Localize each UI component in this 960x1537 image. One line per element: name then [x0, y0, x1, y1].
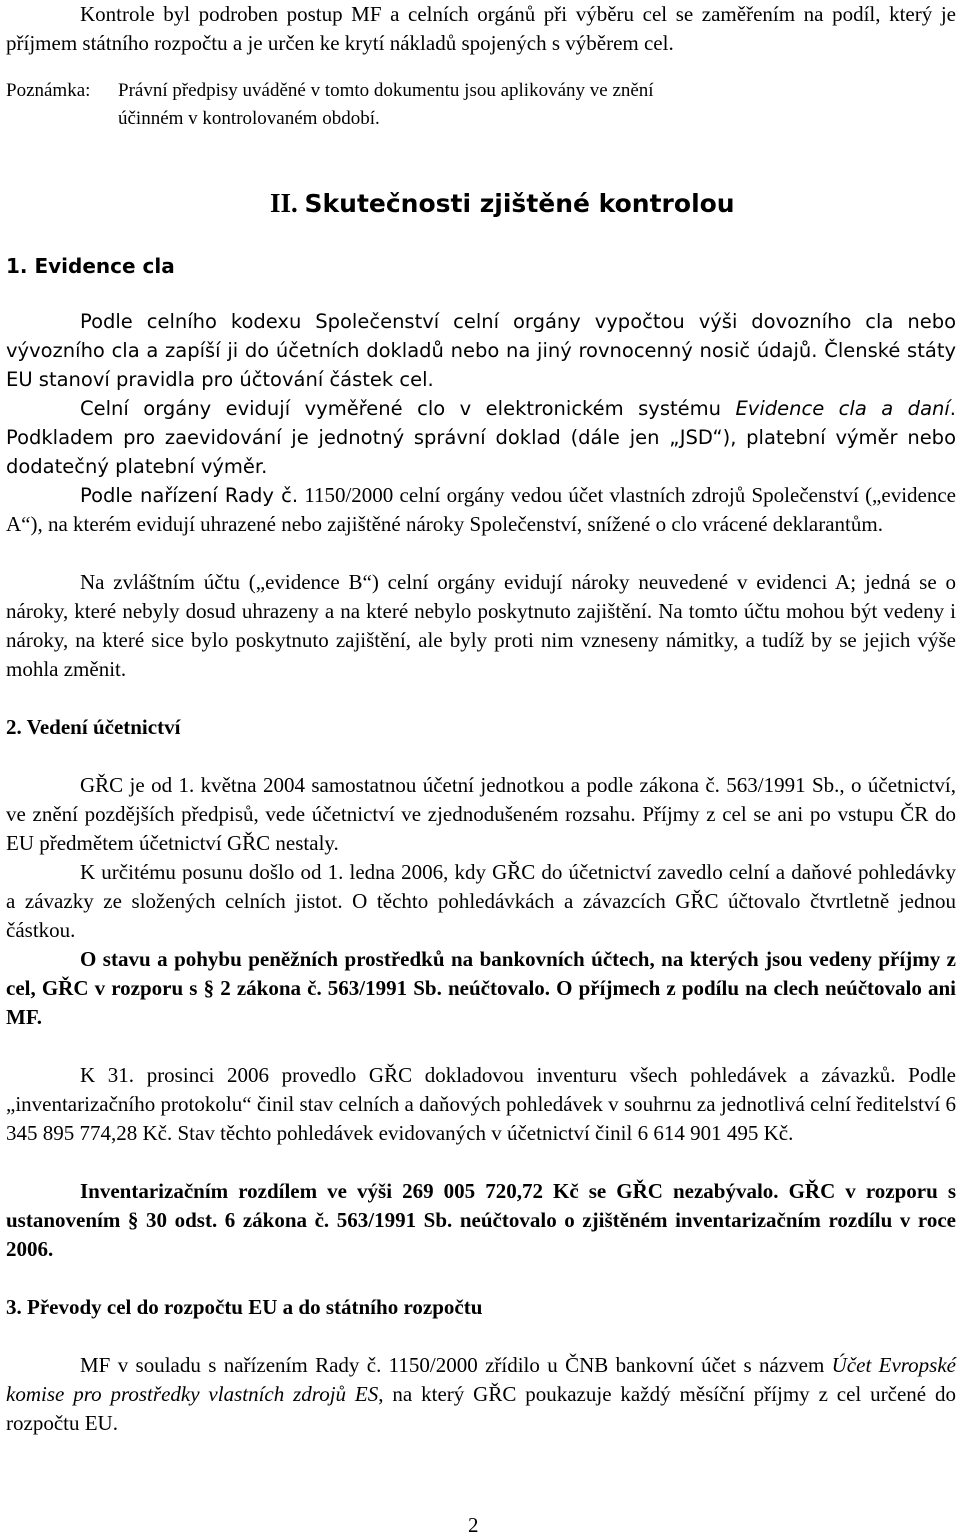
evidence-paragraph-1: Podle celního kodexu Společenství celní orgány vypočtou výši dovozního cla nebo vývozního cla a zapíší ji do účetních dokladů nebo na jiný rovnocenný nosič údajů. Členské státy EU stanoví pravidla pro účtování částek cel. — [6, 310, 956, 391]
section-title-text: Skutečnosti zjištěné kontrolou — [304, 189, 735, 218]
commission-account-name: Účet Evropské komise pro prostředky vlastních zdrojů ES — [6, 1353, 956, 1406]
transfers-p1-text-b: , na který GŘC poukazuje každý měsíční příjmy z cel určené do rozpočtu EU. — [6, 1382, 956, 1435]
note-text: Právní předpisy uváděné v tomto dokumentu jsou aplikovány ve znění účinném v kontrolovaném období. — [118, 80, 654, 129]
accounting-paragraph-1: GŘC je od 1. května 2004 samostatnou účetní jednotkou a podle zákona č. 563/1991 Sb., o účetnictví, ve znění pozdějších předpisů, vede účetnictví ve zjednodušeném rozsahu. Příjmy z cel se ani po vstupu ČR do EU předmětem účetnictví GŘC nestaly. — [6, 773, 956, 855]
note-label: Poznámka: — [6, 80, 91, 101]
heading-prevody-cel: 3. Převody cel do rozpočtu EU a do státního rozpočtu — [6, 1295, 483, 1319]
section-roman: II. — [270, 188, 298, 218]
evidence-p3-text-b: 1150/2000 celní orgány vedou účet vlastních zdrojů Společenství („evidence A“), na kterém evidují uhrazené nebo zajištěné nároky Společenství, snížené o clo vrácené deklarantům. — [6, 483, 956, 536]
evidence-paragraph-2 — [6, 394, 956, 481]
evidence-system-name: Evidence cla a daní — [735, 397, 950, 420]
intro-paragraph: Kontrole byl podroben postup MF a celních orgánů při výběru cel se zaměřením na podíl, který je příjmem státního rozpočtu a je určen ke krytí nákladů spojených s výběrem cel. — [6, 2, 956, 55]
page-number: 2 — [468, 1513, 479, 1537]
transfers-p1-text-a: MF v souladu s nařízením Rady č. 1150/2000 zřídilo u ČNB bankovní účet s názvem — [80, 1353, 832, 1377]
transfers-paragraph-1 — [6, 1351, 956, 1438]
evidence-p3-text-a: Podle nařízení Rady č. — [80, 484, 299, 507]
accounting-paragraph-4: K 31. prosinci 2006 provedlo GŘC dokladovou inventuru všech pohledávek a závazků. Podle „inventarizačního protokolu“ činil stav celních a daňových pohledávek v souhrnu za jednotlivá celní ředitelství 6 345 895 774,28 Kč. Stav těchto pohledávek evidovaných v účetnictví činil 6 614 901 495 Kč. — [6, 1063, 956, 1145]
evidence-p2-text-a: Celní orgány evidují vyměřené clo v elektronickém systému — [80, 397, 736, 420]
evidence-paragraph-4: Na zvláštním účtu („evidence B“) celní orgány evidují nároky neuvedené v evidenci A; jedná se o nároky, které nebyly dosud uhrazeny a na které nebylo poskytnuto zajištění. Na tomto účtu mohou být vedeny i nároky, na které sice bylo poskytnuto zajištění, ale byly proti nim vzneseny námitky, a tudíž by se jejich výše mohla změnit. — [6, 570, 956, 681]
heading-evidence-cla: 1. Evidence cla — [6, 254, 175, 278]
accounting-paragraph-2: K určitému posunu došlo od 1. ledna 2006, kdy GŘC do účetnictví zavedlo celní a daňové pohledávky a závazky ze složených celních jistot. O těchto pohledávkách a závazcích GŘC účtovalo čtvrtletně jednou částkou. — [6, 860, 956, 942]
accounting-paragraph-5: Inventarizačním rozdílem ve výši 269 005 720,72 Kč se GŘC nezabývalo. GŘC v rozporu s ustanovením § 30 odst. 6 zákona č. 563/1991 Sb. neúčtovalo o zjištěném inventarizačním rozdílu v roce 2006. — [6, 1179, 956, 1261]
evidence-paragraph-3 — [6, 481, 956, 539]
evidence-p2-text-b: . Podkladem pro zaevidování je jednotný správní doklad (dále jen „JSD“), platební výměr nebo dodatečný platební výměr. — [6, 397, 956, 478]
accounting-paragraph-3: O stavu a pohybu peněžních prostředků na bankovních účtech, na kterých jsou vedeny příjmy z cel, GŘC v rozporu s § 2 zákona č. 563/1991 Sb. neúčtovalo. O příjmech z podílu na clech neúčtovalo ani MF. — [6, 947, 956, 1029]
section-title — [270, 186, 735, 221]
heading-vedeni-ucetnictvi: 2. Vedení účetnictví — [6, 715, 181, 739]
